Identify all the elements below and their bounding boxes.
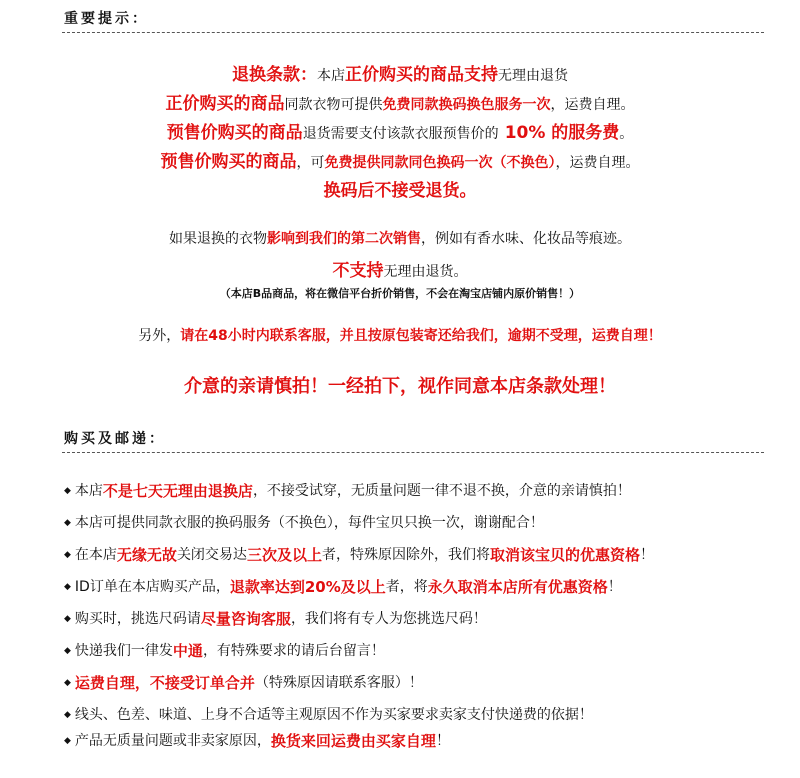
list-item: ◆ 本店 不是七天无理由退换店 ，不接受试穿，无质量问题一律不退不换，介意的亲请慎拍！: [64, 482, 631, 500]
shipping-list: [64, 480, 784, 762]
diamond-bullet-icon: ◆: [64, 550, 71, 560]
list-item: ◆ ID订单在本店购买产品， 退款率达到20%及以上 者，将 永久取消本店所有优惠资格 ！: [64, 578, 622, 596]
list-item: ◆ 快递我们一律发 中通 ，有特殊要求的请后台留言！: [64, 642, 385, 660]
notice-divider: [62, 32, 764, 33]
list-item: ◆ 本店可提供同款衣服的换码服务（不换色），每件宝贝只换一次，谢谢配合！: [64, 512, 784, 544]
diamond-bullet-icon: ◆: [64, 486, 71, 496]
shipping-divider: [62, 452, 764, 453]
full-price-exchange-line: 正价购买的商品同款衣物可提供免费同款换码换色服务一次，运费自理。: [165, 94, 635, 114]
diamond-bullet-icon: ◆: [64, 614, 71, 624]
diamond-bullet-icon: ◆: [64, 646, 71, 656]
no-support-line: 不支持无理由退货。: [332, 261, 468, 281]
second-sale-line: 如果退换的衣物影响到我们的第二次销售，例如有香水味、化妆品等痕迹。: [169, 231, 631, 247]
b-grade-note: （本店B品商品，将在微信平台折价销售，不会在淘宝店铺内原价销售！）: [219, 287, 581, 300]
contact-service-line: 另外，请在48小时内联系客服，并且按原包装寄还给我们，逾期不受理，运费自理！: [138, 328, 662, 344]
diamond-bullet-icon: ◆: [64, 678, 71, 688]
presale-exchange-line: 预售价购买的商品，可免费提供同款同色换码一次（不换色），运费自理。: [160, 152, 640, 172]
list-item: ◆ 产品无质量问题或非卖家原因， 换货来回运费由买家自理 ！: [64, 732, 450, 750]
presale-fee-line: 预售价购买的商品退货需要支付该款衣服预售价的 10% 的服务费。: [166, 123, 634, 143]
no-return-after-exchange: 换码后不接受退货。: [323, 181, 477, 201]
return-terms-line: 退换条款：本店正价购买的商品支持无理由退货: [232, 65, 568, 85]
diamond-bullet-icon: ◆: [64, 710, 71, 720]
final-warning: 介意的亲请慎拍！一经拍下，视作同意本店条款处理！: [184, 376, 616, 397]
diamond-bullet-icon: ◆: [64, 518, 71, 528]
return-terms-label: 退换条款：: [232, 65, 317, 85]
list-item: ◆ 运费自理，不接受订单合并 （特殊原因请联系客服）！: [64, 674, 423, 692]
notice-title: 重要提示：: [64, 11, 149, 27]
shipping-title: 购买及邮递：: [64, 431, 166, 447]
list-item: ◆ 在本店 无缘无故 关闭交易达 三次及以上 者，特殊原因除外，我们将 取消该宝贝的优惠资格 ！: [64, 546, 654, 564]
diamond-bullet-icon: ◆: [64, 582, 71, 592]
list-item: ◆ 购买时，挑选尺码请 尽量咨询客服 ，我们将有专人为您挑选尺码！: [64, 610, 487, 628]
list-item: ◆ 线头、色差、味道、上身不合适等主观原因不作为买家要求卖家支付快递费的依据！: [64, 704, 784, 730]
diamond-bullet-icon: ◆: [64, 736, 71, 746]
